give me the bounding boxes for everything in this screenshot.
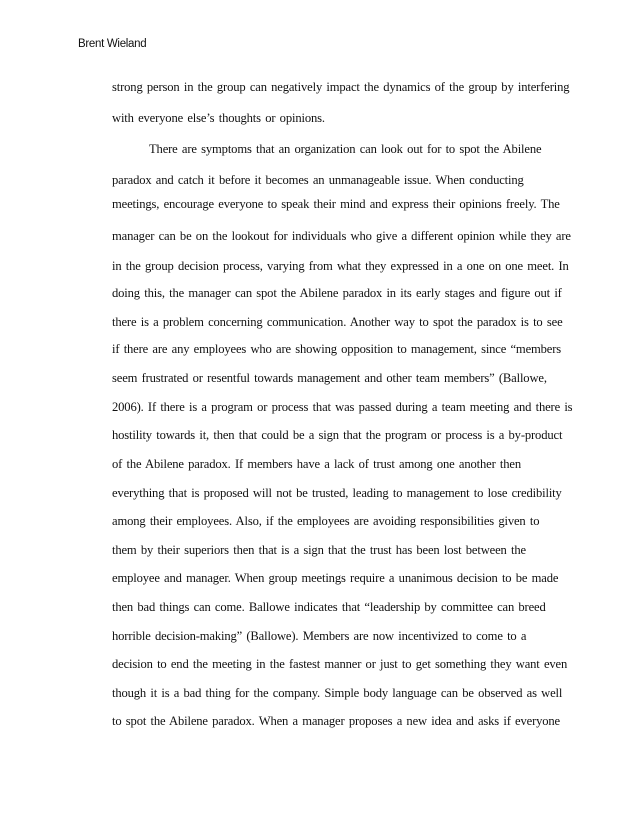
- text-line: 2006). If there is a program or process that was passed during a team meeting and there is: [112, 400, 573, 414]
- text-line: seem frustrated or resentful towards management and other team members” (Ballowe,: [112, 371, 547, 385]
- text-line: doing this, the manager can spot the Abilene paradox in its early stages and figure out if: [112, 286, 562, 300]
- running-header-author: Brent Wieland: [78, 38, 147, 50]
- text-line: then bad things can come. Ballowe indicates that “leadership by committee can breed: [112, 600, 546, 614]
- paragraph-first-line: There are symptoms that an organization can look out for to spot the Abilene: [149, 142, 542, 156]
- text-line: them by their superiors then that is a sign that the trust has been lost between the: [112, 543, 526, 557]
- text-line: to spot the Abilene paradox. When a manager proposes a new idea and asks if everyone: [112, 714, 561, 728]
- text-line: manager can be on the lookout for individuals who give a different opinion while they are: [112, 229, 571, 243]
- text-line: meetings, encourage everyone to speak their mind and express their opinions freely. The: [112, 197, 560, 211]
- text-line: employee and manager. When group meetings require a unanimous decision to be made: [112, 571, 559, 585]
- text-line: of the Abilene paradox. If members have a lack of trust among one another then: [112, 457, 522, 471]
- text-line: horrible decision-making” (Ballowe). Members are now incentivized to come to a: [112, 629, 527, 643]
- text-line: paradox and catch it before it becomes an unmanageable issue. When conducting: [112, 173, 524, 187]
- text-line: with everyone else’s thoughts or opinions.: [112, 111, 325, 125]
- text-line: hostility towards it, then that could be a sign that the program or process is a by-product: [112, 428, 563, 442]
- text-line: decision to end the meeting in the fastest manner or just to get something they want even: [112, 657, 568, 671]
- text-line: everything that is proposed will not be trusted, leading to management to lose credibility: [112, 486, 562, 500]
- text-line: among their employees. Also, if the employees are avoiding responsibilities given to: [112, 514, 540, 528]
- text-line: strong person in the group can negatively impact the dynamics of the group by interfering: [112, 80, 570, 94]
- text-line: there is a problem concerning communication. Another way to spot the paradox is to see: [112, 315, 563, 329]
- text-line: though it is a bad thing for the company. Simple body language can be observed as well: [112, 686, 563, 700]
- text-line: in the group decision process, varying from what they expressed in a one on one meet. In: [112, 259, 569, 273]
- text-line: if there are any employees who are showing opposition to management, since “members: [112, 342, 562, 356]
